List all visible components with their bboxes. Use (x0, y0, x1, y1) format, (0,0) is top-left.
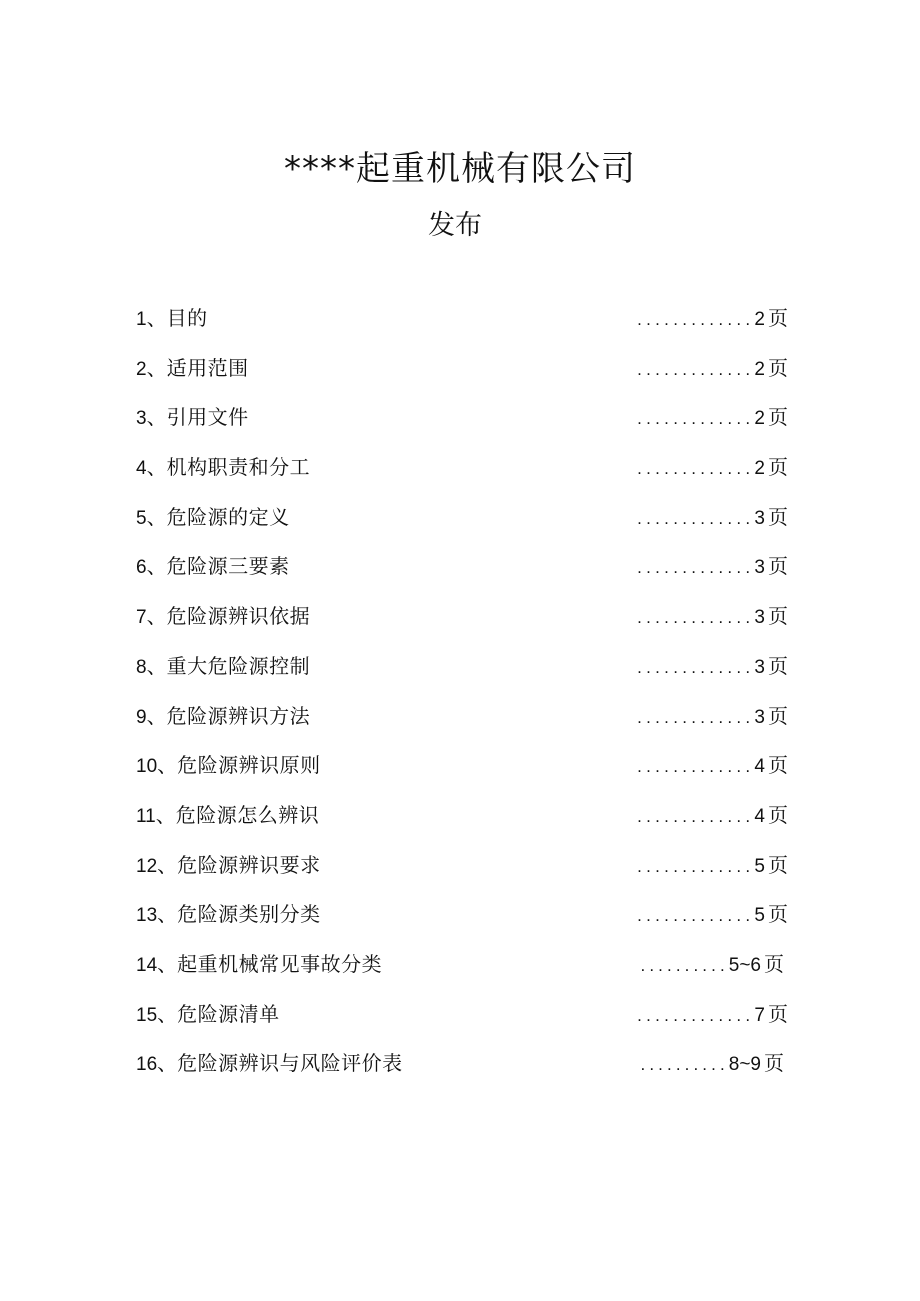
toc-dot-leader: ............. (637, 806, 755, 826)
toc-dot-leader: ............. (637, 707, 755, 727)
toc-page-number: 3 (754, 656, 765, 678)
toc-entry-label: 目的 (166, 306, 208, 330)
toc-entry-label: 危险源三要素 (166, 554, 290, 579)
toc-page-unit: 页 (768, 802, 788, 827)
toc-page-number: 5 (754, 905, 765, 927)
toc-dot-leader: .......... (640, 955, 729, 975)
toc-entry-label: 机构职责和分工 (166, 455, 311, 480)
toc-entry-separator: 、 (146, 504, 167, 529)
toc-page-unit: 页 (768, 703, 788, 728)
toc-entry-label: 重大危险源控制 (166, 653, 311, 678)
toc-dot-leader: ............. (637, 608, 755, 628)
toc-entry-separator: 、 (157, 753, 178, 778)
toc-dot-leader: ............. (637, 757, 755, 777)
toc-page-number: 3 (754, 706, 765, 728)
toc-entry-separator: 、 (146, 604, 167, 629)
toc-entry[interactable] (136, 648, 788, 698)
toc-entry-label: 引用文件 (166, 405, 249, 430)
toc-entry-number: 10 (136, 756, 158, 778)
toc-entry-separator: 、 (157, 951, 178, 976)
toc-entry-separator: 、 (157, 902, 178, 927)
toc-entry-separator: 、 (146, 355, 167, 380)
toc-page-number: 8~9 (728, 1054, 761, 1076)
toc-entry-number: 16 (136, 1054, 158, 1076)
toc-page-number: 2 (754, 408, 765, 430)
toc-page-unit: 页 (764, 951, 784, 976)
toc-dot-leader: ............. (637, 657, 755, 677)
toc-entry[interactable] (136, 1045, 788, 1095)
toc-entry[interactable] (136, 797, 788, 847)
toc-entry[interactable] (136, 548, 788, 598)
toc-entry-label: 危险源类别分类 (177, 902, 321, 927)
toc-page-unit: 页 (768, 504, 788, 529)
toc-entry[interactable] (136, 946, 788, 996)
toc-entry-separator: 、 (157, 1001, 178, 1026)
toc-entry-label: 危险源清单 (177, 1001, 280, 1026)
toc-entry[interactable] (136, 598, 788, 648)
toc-entry-number: 5 (136, 507, 147, 529)
toc-page-unit: 页 (768, 753, 788, 778)
toc-page-unit: 页 (768, 653, 788, 678)
toc-dot-leader: ............. (637, 459, 755, 479)
toc-entry-label: 危险源辨识要求 (177, 852, 321, 877)
toc-page-number: 2 (754, 458, 765, 480)
toc-entry[interactable] (136, 847, 788, 897)
toc-page-unit: 页 (768, 902, 788, 927)
toc-page-number: 3 (754, 607, 765, 629)
toc-page-number: 4 (754, 756, 765, 778)
toc-entry[interactable] (136, 698, 788, 748)
toc-page-number: 2 (754, 358, 765, 380)
toc-entry[interactable] (136, 350, 788, 400)
toc-dot-leader: .......... (640, 1055, 729, 1075)
toc-page-unit: 页 (768, 455, 788, 480)
toc-entry-separator: 、 (157, 1051, 178, 1076)
toc-entry-separator: 、 (157, 852, 178, 877)
document-subtitle: 发布 (428, 210, 482, 241)
toc-entry-number: 6 (136, 557, 147, 579)
toc-entry-number: 1 (136, 309, 147, 330)
toc-entry-number: 14 (136, 954, 158, 976)
toc-entry[interactable] (136, 996, 788, 1046)
toc-entry-number: 13 (136, 905, 158, 927)
toc-entry-separator: 、 (146, 554, 167, 579)
toc-entry-label: 危险源辨识方法 (166, 703, 311, 728)
toc-dot-leader: ............. (637, 1005, 755, 1025)
toc-entry[interactable] (136, 896, 788, 946)
toc-entry-number: 2 (136, 358, 147, 380)
toc-dot-leader: ............. (637, 508, 755, 528)
toc-entry-number: 8 (136, 656, 147, 678)
toc-dot-leader: ............. (637, 856, 755, 876)
toc-entry[interactable] (136, 499, 788, 549)
toc-entry-separator: 、 (155, 802, 176, 827)
toc-page-unit: 页 (768, 1001, 788, 1026)
toc-entry-number: 4 (136, 458, 147, 480)
toc-page-number: 3 (754, 507, 765, 529)
toc-entry[interactable] (136, 449, 788, 499)
toc-entry-label: 危险源辨识原则 (177, 753, 321, 778)
toc-entry-number: 7 (136, 607, 147, 629)
toc-page-number: 5 (754, 855, 765, 877)
toc-entry-label: 危险源怎么辨识 (175, 802, 320, 827)
toc-page-number: 2 (754, 309, 765, 330)
toc-page-unit: 页 (768, 405, 788, 430)
toc-entry-label: 适用范围 (166, 355, 249, 380)
toc-entry[interactable] (136, 747, 788, 797)
toc-page-unit: 页 (768, 852, 788, 877)
toc-page-unit: 页 (768, 306, 788, 330)
toc-dot-leader: ............. (637, 906, 755, 926)
toc-page-unit: 页 (768, 604, 788, 629)
toc-dot-leader: ............. (637, 409, 755, 429)
toc-entry[interactable] (136, 399, 788, 449)
toc-dot-leader: ............. (637, 359, 755, 379)
toc-entry-separator: 、 (146, 405, 167, 430)
toc-entry-number: 12 (136, 855, 158, 877)
toc-dot-leader: ............. (637, 310, 755, 329)
toc-entry[interactable] (136, 300, 788, 350)
toc-page-number: 5~6 (728, 954, 761, 976)
company-title: ****起重机械有限公司 (284, 149, 636, 189)
toc-entry-separator: 、 (146, 455, 167, 480)
toc-page-number: 7 (754, 1004, 765, 1026)
toc-entry-separator: 、 (146, 306, 167, 330)
toc-entry-label: 危险源的定义 (166, 504, 290, 529)
toc-entry-number: 3 (136, 408, 147, 430)
toc-entry-number: 9 (136, 706, 147, 728)
toc-page-number: 3 (754, 557, 765, 579)
toc-page-number: 4 (754, 805, 765, 827)
toc-dot-leader: ............. (637, 558, 755, 578)
toc-page-unit: 页 (768, 554, 788, 579)
toc-entry-number: 11 (136, 805, 156, 827)
toc-entry-separator: 、 (146, 703, 167, 728)
toc-entry-label: 危险源辨识与风险评价表 (177, 1051, 403, 1076)
toc-entry-label: 危险源辨识依据 (166, 604, 311, 629)
toc-entry-separator: 、 (146, 653, 167, 678)
table-of-contents (136, 300, 788, 1095)
toc-entry-label: 起重机械常见事故分类 (177, 951, 383, 976)
toc-page-unit: 页 (764, 1051, 784, 1076)
toc-page-unit: 页 (768, 355, 788, 380)
toc-entry-number: 15 (136, 1004, 158, 1026)
